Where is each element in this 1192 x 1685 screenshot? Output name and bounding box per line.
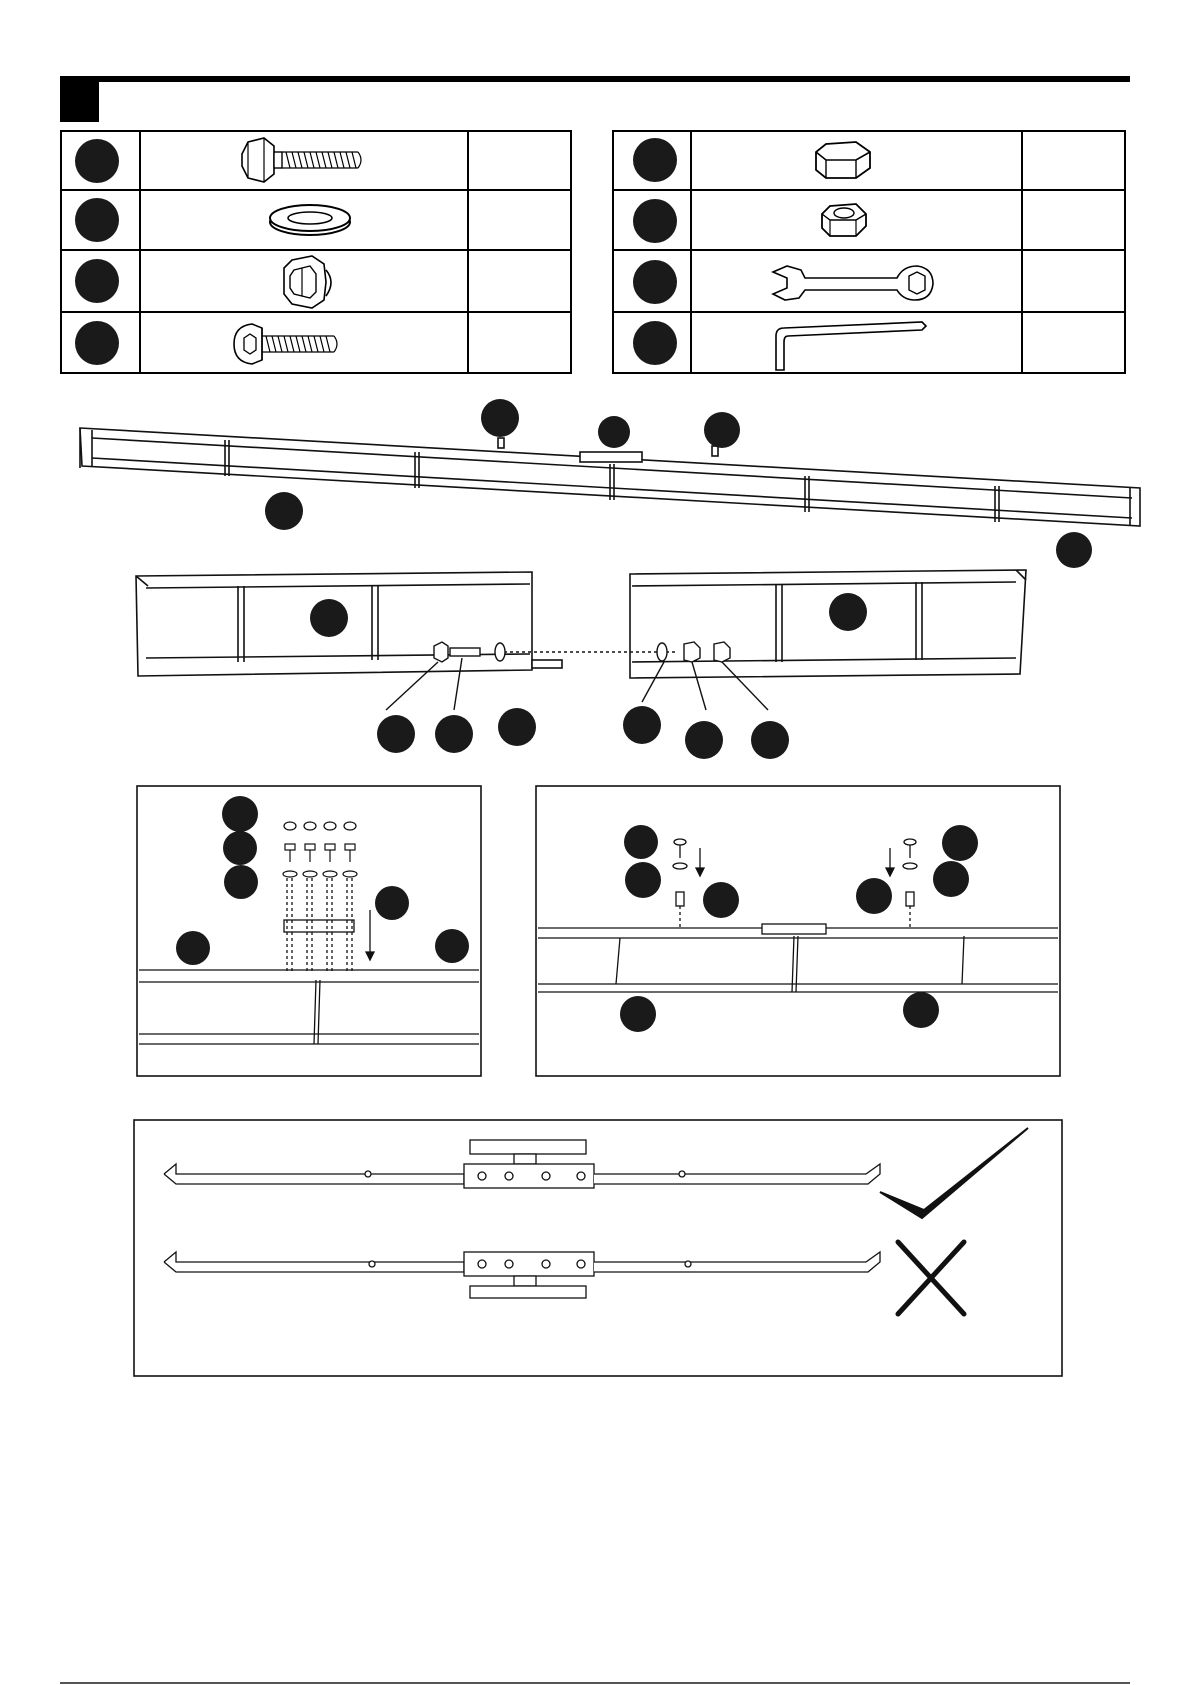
callout-marker xyxy=(703,882,739,918)
callout-marker xyxy=(829,593,867,631)
hex-bolt-icon xyxy=(240,136,410,184)
parts-left-row-4 xyxy=(60,312,572,374)
callout-marker xyxy=(435,715,473,753)
callout-marker xyxy=(751,721,789,759)
step-header-rule xyxy=(60,76,1130,82)
hex-nut-icon xyxy=(820,200,870,240)
part-callout xyxy=(633,260,677,304)
allen-bolt-icon xyxy=(230,320,370,368)
callout-marker xyxy=(685,721,723,759)
parts-right-row-4 xyxy=(612,312,1126,374)
wrench-icon xyxy=(767,260,937,306)
assembly-diagram xyxy=(0,380,1192,1380)
callout-marker xyxy=(1056,532,1092,568)
detail-panel-right xyxy=(536,786,1060,1076)
orientation-panel xyxy=(134,1120,1062,1376)
callout-marker xyxy=(624,825,658,859)
allen-key-icon xyxy=(772,316,932,372)
step-header xyxy=(60,76,1130,122)
part-callout xyxy=(75,321,119,365)
part-callout xyxy=(633,199,677,243)
callout-marker xyxy=(223,831,257,865)
callout-marker xyxy=(265,492,303,530)
callout-marker xyxy=(625,862,661,898)
parts-left-row-1 xyxy=(60,130,572,190)
parts-table-left xyxy=(60,130,572,374)
callout-marker xyxy=(704,412,740,448)
parts-left-row-2 xyxy=(60,190,572,250)
callout-marker xyxy=(176,931,210,965)
callout-marker xyxy=(375,886,409,920)
part-callout xyxy=(75,198,119,242)
parts-right-row-1 xyxy=(612,130,1126,190)
parts-left-row-3 xyxy=(60,250,572,312)
footer-rule xyxy=(60,1682,1130,1684)
detail-panel-left xyxy=(137,786,481,1076)
callout-marker xyxy=(310,599,348,637)
callout-marker xyxy=(903,992,939,1028)
washer-icon xyxy=(260,200,360,240)
callout-marker xyxy=(377,715,415,753)
callout-marker xyxy=(498,708,536,746)
part-callout xyxy=(75,139,119,183)
callout-marker xyxy=(623,706,661,744)
callout-marker xyxy=(435,929,469,963)
cap-nut-icon xyxy=(812,138,876,184)
callout-marker xyxy=(620,996,656,1032)
step-number-box xyxy=(60,76,99,122)
part-callout xyxy=(75,259,119,303)
callout-marker xyxy=(224,865,258,899)
callout-marker xyxy=(598,416,630,448)
part-callout xyxy=(633,138,677,182)
callout-marker xyxy=(222,796,258,832)
callout-marker xyxy=(933,861,969,897)
parts-right-row-3 xyxy=(612,250,1126,312)
callout-marker xyxy=(856,878,892,914)
parts-right-row-2 xyxy=(612,190,1126,250)
callout-marker xyxy=(481,399,519,437)
parts-table-right xyxy=(612,130,1126,374)
callout-marker xyxy=(942,825,978,861)
part-callout xyxy=(633,321,677,365)
barrel-nut-icon xyxy=(270,254,350,310)
